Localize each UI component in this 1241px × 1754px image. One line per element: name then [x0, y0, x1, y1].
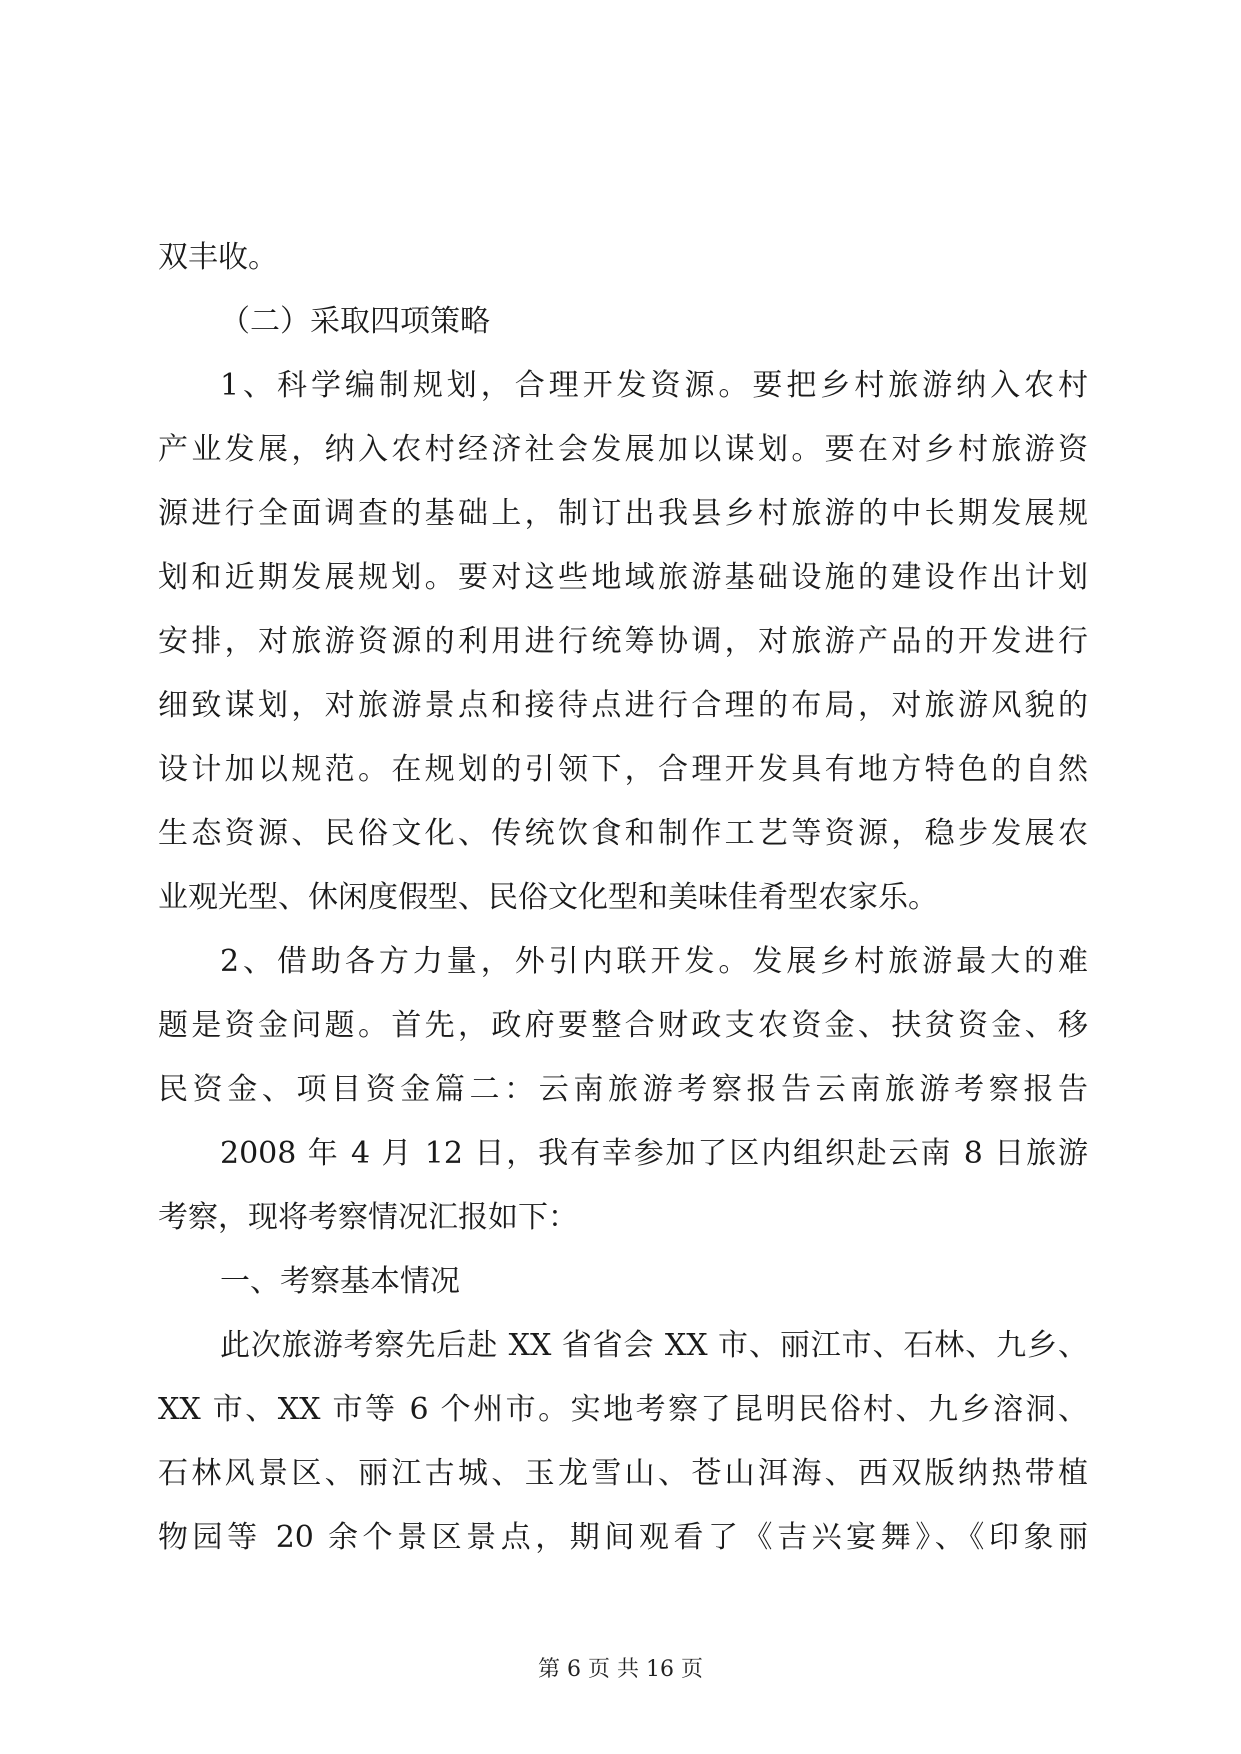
paragraph-line: 细致谋划，对旅游景点和接待点进行合理的布局，对旅游风貌的 — [158, 688, 1088, 723]
page-number-footer: 第 6 页 共 16 页 — [538, 1657, 703, 1682]
paragraph-line: 2008 年 4 月 12 日，我有幸参加了区内组织赴云南 8 日旅游 — [220, 1136, 1088, 1171]
paragraph-line: 源进行全面调查的基础上，制订出我县乡村旅游的中长期发展规 — [158, 496, 1088, 531]
paragraph-line: 石林风景区、丽江古城、玉龙雪山、苍山洱海、西双版纳热带植 — [158, 1456, 1088, 1491]
paragraph-line: 题是资金问题。首先，政府要整合财政支农资金、扶贫资金、移 — [158, 1008, 1088, 1043]
section-heading: （二）采取四项策略 — [220, 304, 490, 339]
paragraph-line: 产业发展，纳入农村经济社会发展加以谋划。要在对乡村旅游资 — [158, 432, 1088, 467]
paragraph-line: 此次旅游考察先后赴 XX 省省会 XX 市、丽江市、石林、九乡、 — [220, 1328, 1088, 1363]
paragraph-line: 2、借助各方力量，外引内联开发。发展乡村旅游最大的难 — [220, 944, 1088, 979]
body-text — [158, 226, 1088, 1570]
paragraph-line: 双丰收。 — [158, 240, 278, 275]
paragraph-line: 安排，对旅游资源的利用进行统筹协调，对旅游产品的开发进行 — [158, 624, 1088, 659]
paragraph-line: 物园等 20 余个景区景点，期间观看了《吉兴宴舞》、《印象丽 — [158, 1520, 1088, 1555]
paragraph-line: 设计加以规范。在规划的引领下，合理开发具有地方特色的自然 — [158, 752, 1088, 787]
paragraph-line: 民资金、项目资金篇二：云南旅游考察报告云南旅游考察报告 — [158, 1072, 1088, 1107]
paragraph-line: 生态资源、民俗文化、传统饮食和制作工艺等资源，稳步发展农 — [158, 816, 1088, 851]
paragraph-line: XX 市、XX 市等 6 个州市。实地考察了昆明民俗村、九乡溶洞、 — [158, 1392, 1088, 1427]
paragraph-line: 划和近期发展规划。要对这些地域旅游基础设施的建设作出计划 — [158, 560, 1088, 595]
paragraph-line: 1、科学编制规划，合理开发资源。要把乡村旅游纳入农村 — [220, 368, 1088, 403]
section-heading: 一、考察基本情况 — [220, 1264, 460, 1299]
paragraph-line: 考察，现将考察情况汇报如下： — [158, 1200, 578, 1235]
paragraph-line: 业观光型、休闲度假型、民俗文化型和美味佳肴型农家乐。 — [158, 880, 938, 915]
